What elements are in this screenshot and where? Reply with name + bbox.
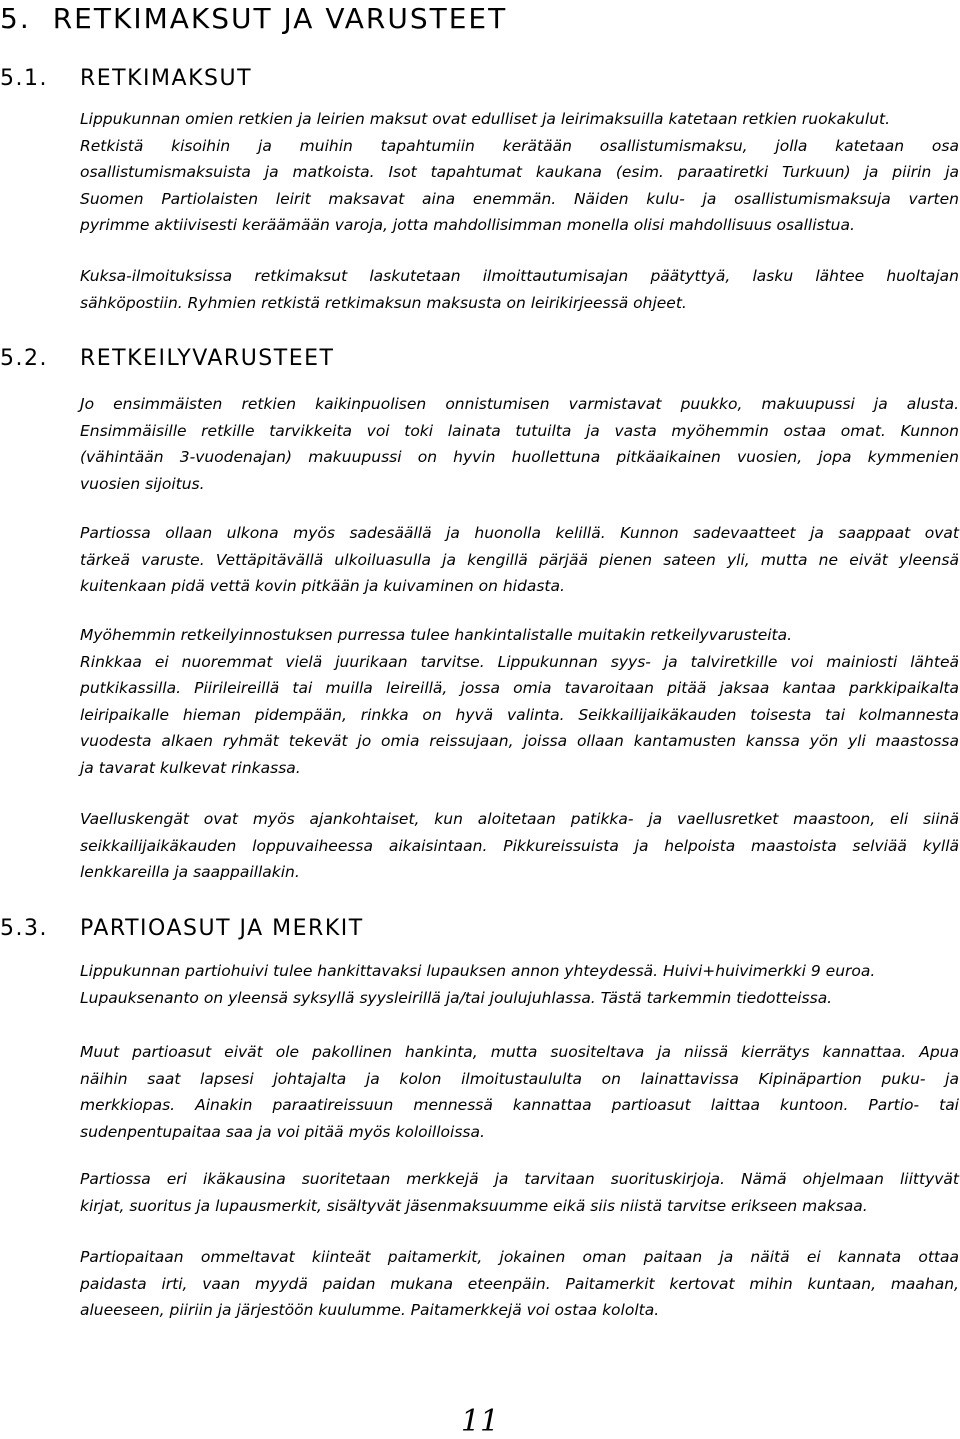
text-line: ja tavarat kulkevat rinkassa. xyxy=(80,758,301,777)
text-line: vuosien sijoitus. xyxy=(80,474,205,493)
text-line: Suomen Partiolaisten leirit maksavat aina enemmän. Näiden kulu- ja osallistumismaksuja varten xyxy=(80,189,959,208)
paragraph xyxy=(80,391,959,497)
text-line: Lupauksenanto on yleensä syksyllä syysleirillä ja/tai joulujuhlassa. Tästä tarkemmin tiedotteissa. xyxy=(80,988,833,1007)
paragraph xyxy=(80,520,959,600)
paragraph xyxy=(80,1166,959,1219)
text-line: Retkistä kisoihin ja muihin tapahtumiin kerätään osallistumismaksu, jolla katetaan osa xyxy=(80,136,959,155)
section-title: RETKEILYVARUSTEET xyxy=(80,346,335,371)
paragraph xyxy=(80,1039,959,1145)
text-line: kirjat, suoritus ja lupausmerkit, sisältyvät jäsenmaksuumme eikä siis niistä tarvitse erikseen maksaa. xyxy=(80,1196,868,1215)
text-line: paidasta irti, vaan myydä paidan mukana eteenpäin. Paitamerkit kertovat mihin kuntaan, maahan, xyxy=(80,1274,959,1293)
text-line: näihin saat lapsesi johtajalta ja kolon ilmoitustaululta on lainattavissa Kipinäpartion puku- ja xyxy=(80,1069,959,1088)
text-line: kuitenkaan pidä vettä kovin pitkään ja kuivaminen on hidasta. xyxy=(80,577,565,595)
text-line: sähköpostiin. Ryhmien retkistä retkimaksun maksusta on leirikirjeessä ohjeet. xyxy=(80,293,687,312)
paragraph xyxy=(80,263,959,316)
section-heading xyxy=(0,66,252,91)
text-line: Rinkkaa ei nuoremmat vielä juurikaan tarvitse. Lippukunnan syys- ja talviretkille voi mainiosti lähteä xyxy=(80,652,959,671)
text-line: Partiopaitaan ommeltavat kiinteät paitamerkit, jokainen oman paitaan ja näitä ei kannata ottaa xyxy=(80,1248,959,1266)
text-line: Ensimmäisille retkille tarvikkeita voi toki lainata tutuilta ja vasta myöhemmin ostaa omat. Kunnon xyxy=(80,421,959,440)
section-title: RETKIMAKSUT xyxy=(80,66,253,91)
text-line: Partiossa ollaan ulkona myös sadesäällä ja huonolla kelillä. Kunnon sadevaatteet ja saappaat ovat xyxy=(80,524,959,542)
text-line: alueeseen, piiriin ja järjestöön kuulumme. Paitamerkkejä voi ostaa kololta. xyxy=(80,1301,660,1319)
section-number: 5.3. xyxy=(0,916,48,941)
text-line: seikkailijaikäkauden loppuvaiheessa aikaisintaan. Pikkureissuista ja helpoista maastoista selviää kyllä xyxy=(80,836,959,855)
section-number: 5.1. xyxy=(0,66,48,91)
section-heading xyxy=(0,346,334,371)
text-line: lenkkareilla ja saappaillakin. xyxy=(80,863,300,881)
text-line: Jo ensimmäisten retkien kaikinpuolisen onnistumisen varmistavat puukko, makuupussi ja alusta. xyxy=(80,395,959,413)
text-line: Myöhemmin retkeilyinnostuksen purressa tulee hankintalistalle muitakin retkeilyvarusteita. xyxy=(80,626,793,644)
text-line: Lippukunnan omien retkien ja leirien maksut ovat edulliset ja leirimaksuilla katetaan retkien ruokakulut. xyxy=(80,110,891,128)
section-title: PARTIOASUT JA MERKIT xyxy=(80,916,364,941)
chapter-heading xyxy=(0,2,507,35)
text-line: Kuksa-ilmoituksissa retkimaksut laskutetaan ilmoittautumisajan päätyttyä, lasku lähtee huoltajan xyxy=(80,267,959,285)
text-line: putkikassilla. Piirileireillä tai muilla leireillä, jossa omia tavaroitaan pitää jaksaa kantaa parkkipaikalta xyxy=(80,679,959,697)
text-line: Lippukunnan partiohuivi tulee hankittavaksi lupauksen annon yhteydessä. Huivi+huivimerkki 9 euroa. xyxy=(80,962,876,980)
text-line: Partiossa eri ikäkausina suoritetaan merkkejä ja tarvitaan suorituskirjoja. Nämä ohjelmaan liittyvät xyxy=(80,1170,959,1188)
section-heading xyxy=(0,916,364,941)
text-line: pyrimme aktiivisesti keräämään varoja, jotta mahdollisimman monella olisi mahdollisuus osallistua. xyxy=(80,216,855,234)
text-line: osallistumismaksuista ja matkoista. Isot tapahtumat kaukana (esim. paraatiretki Turkuun) ja piirin ja xyxy=(80,163,959,181)
text-line: Muut partioasut eivät ole pakollinen hankinta, mutta suositeltava ja niissä kierrätys kannattaa. Apua xyxy=(80,1043,959,1061)
text-line: leiripaikalle hieman pidempään, rinkka on hyvä valinta. Seikkailijaikäkauden toisesta tai kolmannesta xyxy=(80,705,959,724)
text-line: vuodesta alkaen ryhmät tekevät jo omia reissujaan, joissa ollaan kantamusten kanssa yön yli maastossa xyxy=(80,732,959,750)
chapter-number: 5. xyxy=(0,2,31,35)
text-line: Vaelluskengät ovat myös ajankohtaiset, kun aloitetaan patikka- ja vaellusretket maastoon, eli siinä xyxy=(80,810,959,828)
section-number: 5.2. xyxy=(0,346,48,371)
paragraph xyxy=(80,1244,959,1324)
text-line: sudenpentupaitaa saa ja voi pitää myös koloilloissa. xyxy=(80,1122,485,1141)
paragraph xyxy=(80,106,959,239)
paragraph xyxy=(80,958,959,1011)
paragraph xyxy=(80,622,959,781)
text-line: tärkeä varuste. Vettäpitävällä ulkoiluasulla ja kengillä pärjää pienen sateen yli, mutta ne eivät yleensä xyxy=(80,550,959,569)
text-line: merkkiopas. Ainakin paraatireissuun mennessä kannattaa partioasut laittaa kuntoon. Partio- tai xyxy=(80,1096,959,1114)
text-line: (vähintään 3-vuodenajan) makuupussi on hyvin huollettuna pitkäaikainen vuosien, jopa kymmenien xyxy=(80,448,959,466)
chapter-title: RETKIMAKSUT JA VARUSTEET xyxy=(52,2,508,35)
page-number: 11 xyxy=(460,1404,500,1439)
paragraph xyxy=(80,806,959,886)
